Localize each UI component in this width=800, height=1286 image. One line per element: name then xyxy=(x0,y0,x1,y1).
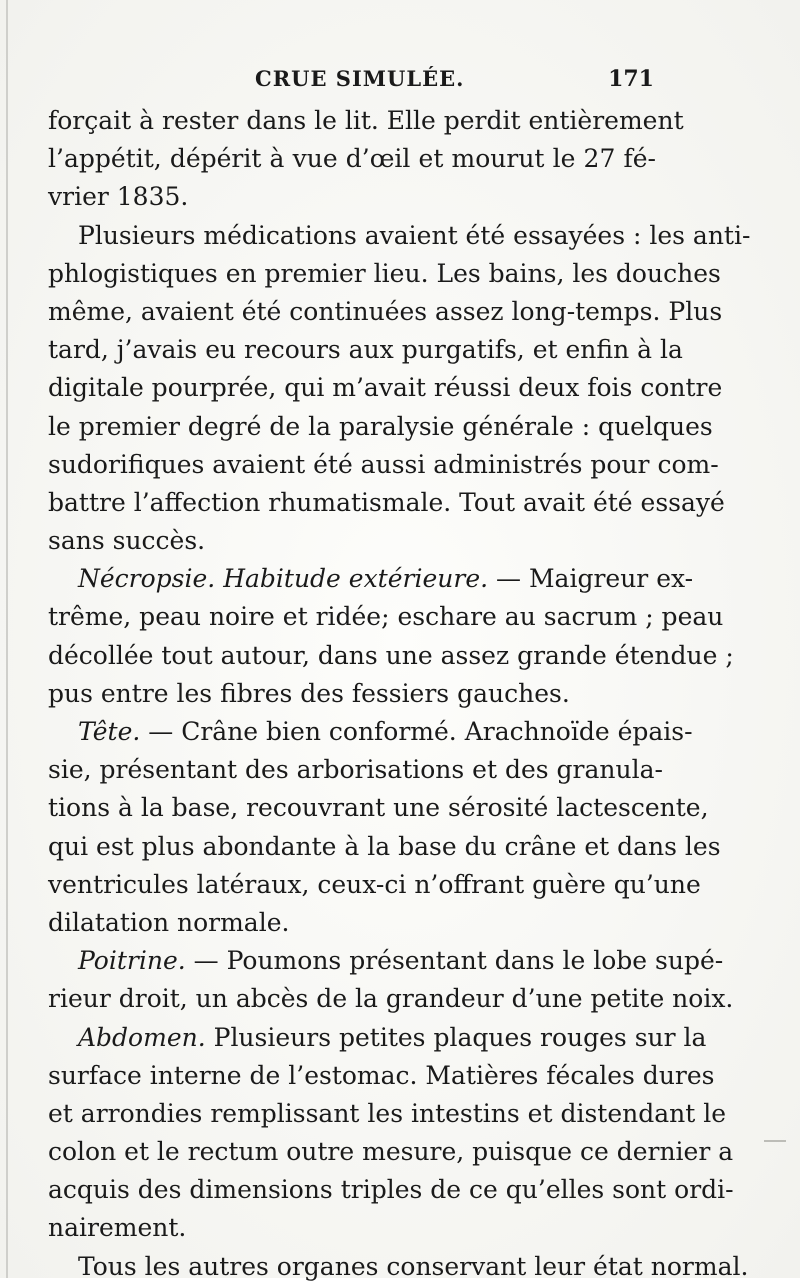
margin-mark xyxy=(764,1140,786,1142)
line-text: sudorifiques avaient été aussi administrés pour com- xyxy=(48,449,719,479)
text-line xyxy=(48,484,725,522)
running-title: CRUE SIMULÉE. xyxy=(255,66,465,91)
line-text: Tous les autres organes conservant leur état normal. xyxy=(78,1251,749,1281)
line-text: sans succès. xyxy=(48,526,206,556)
page-header xyxy=(50,62,654,102)
line-text: colon et le rectum outre mesure, puisque ce dernier a xyxy=(48,1137,734,1167)
text-line xyxy=(48,751,663,789)
text-line xyxy=(48,293,723,331)
text-line xyxy=(48,331,683,369)
text-line xyxy=(48,1171,734,1209)
line-text: vrier 1835. xyxy=(48,182,189,212)
text-line xyxy=(48,713,693,751)
line-text: forçait à rester dans le lit. Elle perdit entièrement xyxy=(48,106,684,135)
line-text: — Crâne bien conformé. Arachnoïde épais- xyxy=(140,717,693,746)
text-line xyxy=(48,675,656,713)
text-line xyxy=(48,828,721,866)
text-line xyxy=(48,904,656,942)
text-line xyxy=(48,408,713,446)
page-number: 171 xyxy=(608,66,654,92)
line-text: acquis des dimensions triples de ce qu’elles sont ordi- xyxy=(48,1175,734,1205)
line-text: ventricules latéraux, ceux-ci n’offrant guère qu’une xyxy=(48,869,701,899)
line-text: Plusieurs médications avaient été essayées : les anti- xyxy=(78,220,751,250)
text-line xyxy=(48,942,724,980)
line-text: digitale pourprée, qui m’avait réussi deux fois contre xyxy=(48,373,723,403)
line-text: phlogistiques en premier lieu. Les bains, les douches xyxy=(48,258,721,288)
line-text: pus entre les fibres des fessiers gauches. xyxy=(48,678,570,708)
line-text: nairement. xyxy=(48,1213,187,1243)
line-text: Plusieurs petites plaques rouges sur la xyxy=(205,1022,707,1052)
text-line xyxy=(48,102,684,140)
text-line xyxy=(48,1133,734,1171)
line-text: — Maigreur ex- xyxy=(488,564,694,594)
line-text: l’appétit, dépérit à vue d’œil et mourut le 27 fé- xyxy=(48,144,656,174)
section-heading: Poitrine. xyxy=(78,946,186,976)
body-text xyxy=(48,102,751,1286)
text-line xyxy=(48,178,656,216)
text-line xyxy=(48,446,719,484)
section-heading: Nécropsie. Habitude extérieure. xyxy=(78,564,489,594)
text-line xyxy=(48,217,751,255)
line-text: même, avaient été continuées assez long-temps. Plus xyxy=(48,296,723,326)
text-line xyxy=(48,255,721,293)
line-text: tions à la base, recouvrant une sérosité lactescente, xyxy=(48,793,709,823)
line-text: et arrondies remplissant les intestins et distendant le xyxy=(48,1098,727,1128)
text-line xyxy=(48,980,734,1018)
line-text: — Poumons présentant dans le lobe supé- xyxy=(185,946,724,976)
section-heading: Abdomen. xyxy=(78,1022,206,1052)
page-edge-shadow xyxy=(6,0,8,1278)
line-text: tard, j’avais eu recours aux purgatifs, et enfin à la xyxy=(48,335,683,365)
text-line xyxy=(48,369,723,407)
line-text: le premier degré de la paralysie générale : quelques xyxy=(48,411,713,441)
text-line xyxy=(48,560,694,598)
text-line xyxy=(48,1057,715,1095)
line-text: trême, peau noire et ridée; eschare au sacrum ; peau xyxy=(48,602,724,632)
text-line xyxy=(48,522,656,560)
text-line xyxy=(48,789,709,827)
line-text: décollée tout autour, dans une assez grande étendue ; xyxy=(48,640,734,670)
text-line xyxy=(48,637,734,675)
line-text: battre l’affection rhumatismale. Tout avait été essayé xyxy=(48,487,725,517)
line-text: rieur droit, un abcès de la grandeur d’une petite noix. xyxy=(48,984,734,1014)
line-text: dilatation normale. xyxy=(48,907,290,937)
line-text: sie, présentant des arborisations et des granula- xyxy=(48,755,663,785)
line-text: qui est plus abondante à la base du crâne et dans les xyxy=(48,831,721,861)
text-line xyxy=(48,1209,656,1247)
text-line xyxy=(48,1019,707,1057)
text-line xyxy=(48,866,701,904)
text-line xyxy=(48,140,656,178)
text-line xyxy=(48,598,724,636)
section-heading: Tête. xyxy=(78,717,141,746)
text-line xyxy=(48,1248,749,1286)
text-line xyxy=(48,1095,727,1133)
line-text: surface interne de l’estomac. Matières fécales dures xyxy=(48,1060,715,1090)
